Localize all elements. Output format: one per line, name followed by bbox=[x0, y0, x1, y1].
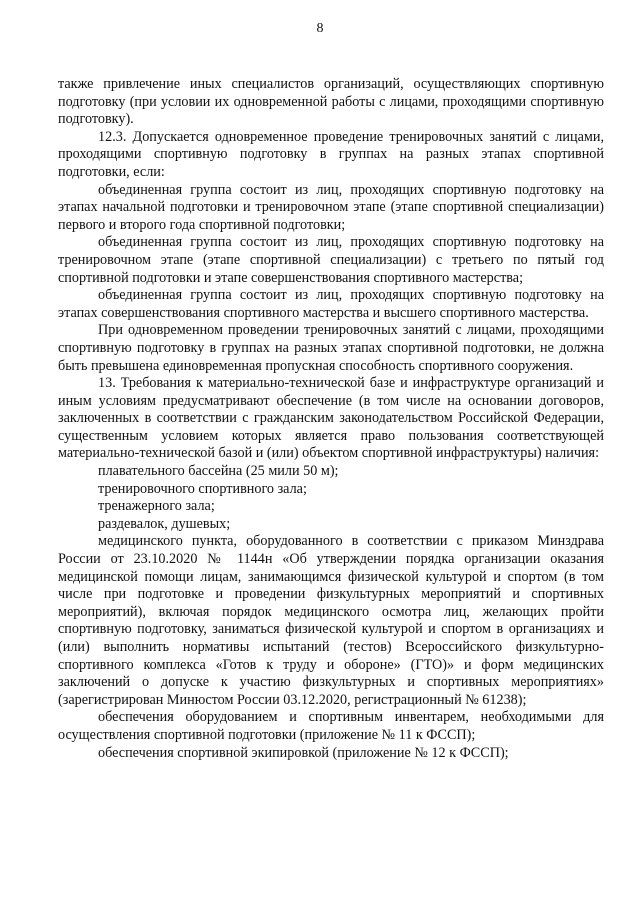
list-item-locker-rooms: раздевалок, душевых; bbox=[98, 515, 231, 532]
list-item-combined-group-3: объединенная группа состоит из лиц, проходящих спортивную подготовку на этапах совершенствования спортивного мастерства и высшего спортивного мастерства. bbox=[58, 287, 604, 321]
list-item-gym: тренажерного зала; bbox=[98, 498, 215, 515]
list-item-sports-gear: обеспечения спортивной экипировкой (приложение № 12 к ФССП); bbox=[98, 744, 509, 761]
list-item-equipment: обеспечения оборудованием и спортивным инвентарем, необходимыми для осуществления спортивной подготовки (приложение № 11 к ФССП); bbox=[58, 709, 604, 743]
paragraph-continuation: также привлечение иных специалистов организаций, осуществляющих спортивную подготовку (при условии их одновременной работы с лицами, проходящими спортивную подготовку). bbox=[58, 76, 604, 128]
list-item-pool: плавательного бассейна (25 мили 50 м); bbox=[98, 463, 339, 480]
list-item-training-hall: тренировочного спортивного зала; bbox=[98, 480, 307, 497]
page-number: 8 bbox=[316, 21, 324, 36]
document-body bbox=[58, 76, 604, 762]
list-item-combined-group-1: объединенная группа состоит из лиц, проходящих спортивную подготовку на этапах начальной подготовки и тренировочном этапе (этапе спортивной специализации) первого и второго года спортивной подготовки; bbox=[58, 181, 604, 233]
paragraph-simultaneous-training: При одновременном проведении тренировочных занятий с лицами, проходящими спортивную подготовку в группах на разных этапах спортивной подготовки, не должна быть превышена единовременная пропускная способность спортивного сооружения. bbox=[58, 322, 604, 374]
list-item-medical-point: медицинского пункта, оборудованного в соответствии с приказом Минздрава России от 23.10.2020 № 1144н «Об утверждении порядка организации оказания медицинской помощи лицам, занимающимся физической культурой и спортом (в том числе при подготовке и проведении физкультурных мероприятий и спортивных мероприятий), включая порядок медицинского осмотра лиц, желающих пройти спортивную подготовку, заниматься физической культурой и спортом в организациях и (или) выполнить нормативы испытаний (тестов) Всероссийского физкультурно-спортивного комплекса «Готов к труду и обороне» (ГТО)» и форм медицинских заключений о допуске к участию физкультурных и спортивных мероприятиях» (зарегистрирован Минюстом России 03.12.2020, регистрационный № 61238); bbox=[58, 533, 604, 708]
list-item-combined-group-2: объединенная группа состоит из лиц, проходящих спортивную подготовку на тренировочном этапе (этапе спортивной специализации) с третьего по пятый год спортивной подготовки и этапе совершенствования спортивного мастерства; bbox=[58, 234, 604, 286]
paragraph-12-3: 12.3. Допускается одновременное проведение тренировочных занятий с лицами, проходящими спортивную подготовку в группах на разных этапах спортивной подготовки, если: bbox=[58, 128, 604, 180]
paragraph-13-requirements: 13. Требования к материально-технической базе и инфраструктуре организаций и иным условиям предусматривают обеспечение (в том числе на основании договоров, заключенных в соответствии с гражданским законодательством Российской Федерации, существенным условием которых является право пользования соответствующей материально-технической базой и (или) объектом спортивной инфраструктуры) наличия: bbox=[58, 375, 604, 462]
